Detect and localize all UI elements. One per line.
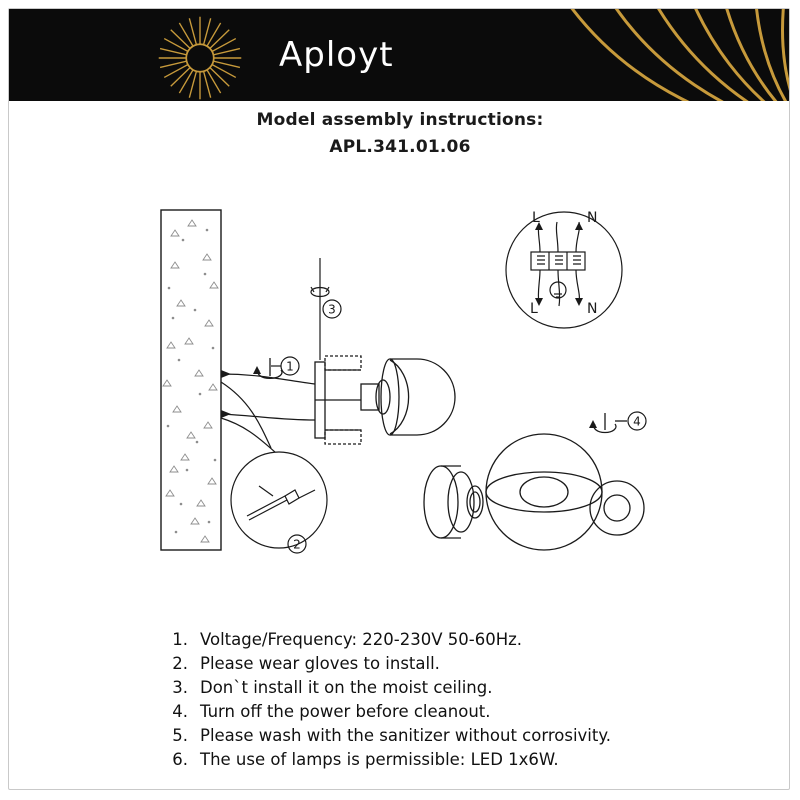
screw-axis-icon [311, 258, 329, 360]
list-item-number: 4. [172, 702, 188, 721]
list-item-number: 6. [172, 750, 188, 769]
wire-terminal-block-icon [506, 212, 622, 328]
rotation-arrow-icon-4 [589, 413, 627, 432]
list-item-text: Please wear gloves to install. [200, 654, 440, 673]
list-item-number: 1. [172, 630, 188, 649]
list-item [158, 702, 758, 721]
wire-icon [221, 374, 315, 452]
brand-name: Aployt [279, 35, 394, 75]
header-banner [9, 9, 789, 101]
instruction-list [158, 630, 758, 774]
title-block [0, 110, 800, 157]
callout-3-label: 3 [328, 302, 336, 317]
list-item [158, 678, 758, 697]
rotation-arrow-icon [253, 358, 282, 378]
radiating-rays-icon [479, 9, 789, 101]
terminal-label-bottom-left: L [530, 301, 538, 317]
terminal-label-top-right: N [587, 210, 598, 226]
lamp-assembly-icon [424, 434, 644, 550]
callout-1-label: 1 [286, 359, 294, 374]
instructions-title: Model assembly instructions: [256, 110, 544, 130]
terminal-label-bottom-right: N [587, 301, 598, 317]
lamp-body-icon [361, 359, 455, 435]
sunburst-icon [157, 15, 243, 101]
callout-4-label: 4 [633, 414, 641, 429]
list-item [158, 630, 758, 649]
terminal-label-top-left: L [532, 210, 540, 226]
list-item-text: Don`t install it on the moist ceiling. [200, 678, 493, 697]
list-item-text: Voltage/Frequency: 220-230V 50-60Hz. [200, 630, 523, 649]
list-item-text: Please wash with the sanitizer without corrosivity. [200, 726, 612, 745]
wire-arrow-icon [221, 370, 231, 418]
wall-hatch-icon [161, 210, 221, 550]
screwdriver-detail-icon [231, 452, 327, 548]
callout-2-label: 2 [293, 537, 301, 552]
list-item [158, 726, 758, 745]
list-item-number: 3. [172, 678, 188, 697]
model-number: APL.341.01.06 [329, 137, 471, 157]
list-item [158, 654, 758, 673]
list-item-number: 5. [172, 726, 188, 745]
list-item-text: Turn off the power before cleanout. [200, 702, 491, 721]
assembly-diagram [9, 170, 789, 610]
list-item-number: 2. [172, 654, 188, 673]
mounting-bracket-icon [315, 356, 361, 444]
list-item [158, 750, 758, 769]
list-item-text: The use of lamps is permissible: LED 1x6W. [200, 750, 559, 769]
